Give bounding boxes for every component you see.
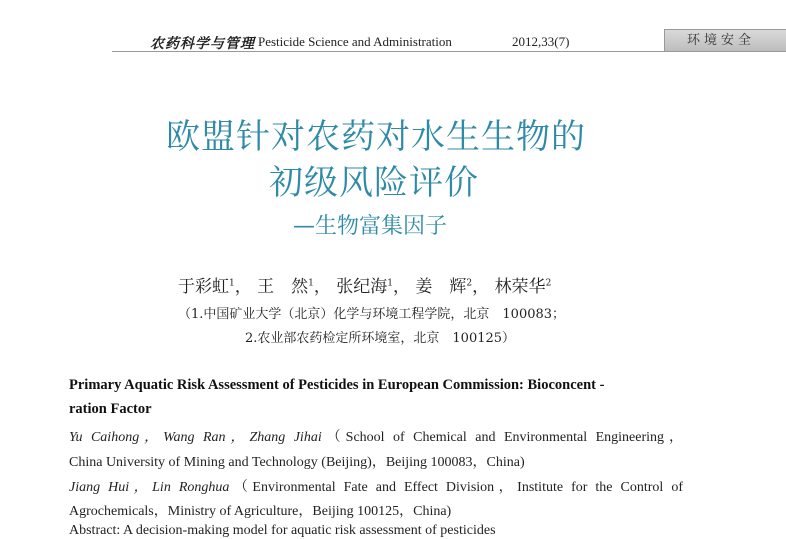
paper-title-line-2: 初级风险评价 bbox=[269, 163, 479, 203]
abstract-first-line: Abstract: A decision-making model for aquatic risk assessment of pesticides bbox=[69, 523, 496, 538]
journal-name: Pesticide Science and Administration bbox=[258, 34, 452, 49]
affiliation-line-1: （1.中国矿业大学（北京）化学与环境工程学院，北京 100083； bbox=[178, 307, 566, 322]
header-rule bbox=[112, 51, 664, 52]
english-affiliation-2-cont: Agrochemicals，Ministry of Agriculture，Beijing 100125，China) bbox=[69, 504, 452, 519]
author-name: 王 然 bbox=[257, 277, 309, 297]
section-tag: 环境安全 bbox=[664, 29, 786, 52]
english-affiliation-1-cont: China University of Mining and Technology (Beijing)，Beijing 100083，China) bbox=[69, 455, 525, 470]
english-affiliation-text: （Environmental Fate and Effect Division，Institute for the Control of bbox=[229, 480, 683, 495]
english-authors: Yu Caihong，Wang Ran，Zhang Jihai bbox=[69, 430, 322, 445]
author-affiliation-mark: 1 bbox=[308, 278, 314, 289]
english-affiliation-2 bbox=[69, 476, 683, 496]
journal-issue: 2012,33(7) bbox=[512, 34, 570, 49]
english-affiliation-text: （School of Chemical and Environmental Engineering， bbox=[321, 430, 683, 445]
author-affiliation-mark: 2 bbox=[466, 278, 473, 289]
author-name: 林荣华 bbox=[494, 277, 546, 297]
english-title-line-2: ration Factor bbox=[69, 401, 152, 417]
english-affiliation-1 bbox=[69, 426, 683, 446]
separator: ， bbox=[472, 277, 490, 297]
author-name: 姜 辉 bbox=[415, 277, 467, 297]
author-affiliation-mark: 1 bbox=[229, 278, 235, 289]
author-name: 于彩虹 bbox=[178, 277, 229, 297]
author-name: 张纪海 bbox=[336, 277, 388, 297]
separator: ， bbox=[313, 277, 331, 297]
author-affiliation-mark: 2 bbox=[545, 278, 552, 289]
author-list bbox=[178, 272, 551, 297]
separator: ， bbox=[393, 277, 411, 297]
paper-title-line-1: 欧盟针对农药对水生生物的 bbox=[166, 117, 586, 157]
journal-logo: 农药科学与管理 bbox=[150, 36, 255, 52]
author-affiliation-mark: 1 bbox=[387, 278, 394, 289]
english-authors: Jiang Hui，Lin Ronghua bbox=[69, 480, 230, 495]
separator: ， bbox=[234, 277, 252, 297]
affiliation-line-2: 2.农业部农药检定所环境室，北京 100125） bbox=[245, 331, 516, 346]
paper-subtitle: —生物富集因子 bbox=[293, 214, 448, 239]
english-title-line-1: Primary Aquatic Risk Assessment of Pesticides in European Commission: Bioconcent - bbox=[69, 377, 605, 393]
